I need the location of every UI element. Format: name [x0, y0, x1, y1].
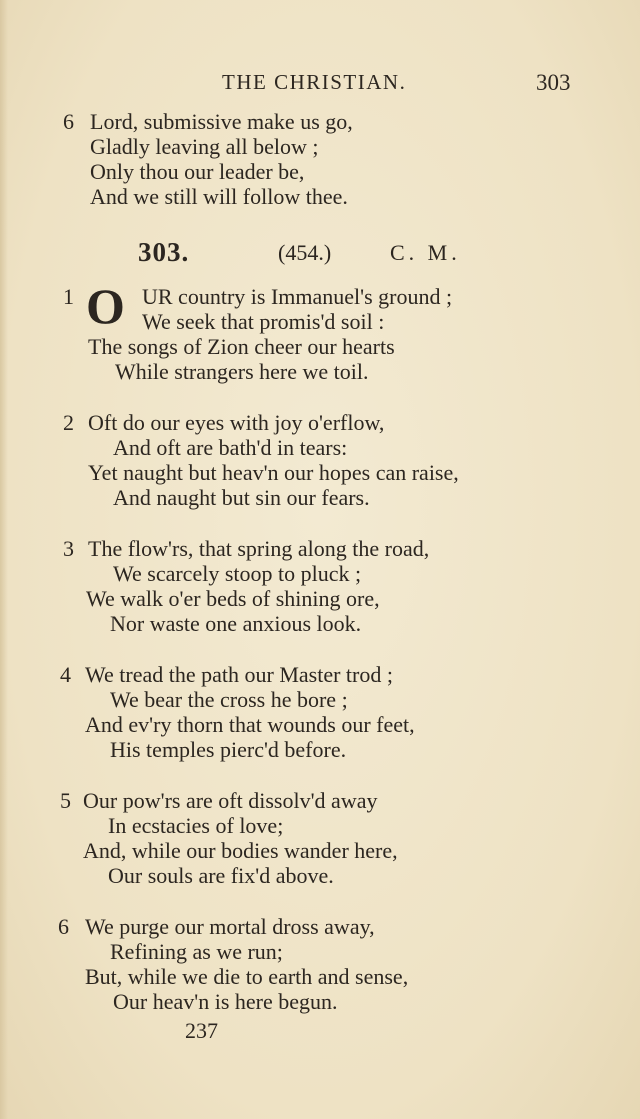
prev-stanza-line: Lord, submissive make us go, — [90, 109, 353, 134]
stanza-line: His temples pierc'd before. — [110, 737, 347, 762]
stanza-line: And oft are bath'd in tears: — [113, 435, 348, 460]
stanza-line: Our heav'n is here begun. — [113, 989, 338, 1014]
stanza-line: We scarcely stoop to pluck ; — [113, 561, 362, 586]
stanza-line: Our souls are fix'd above. — [108, 863, 334, 888]
stanza-line: Our pow'rs are oft dissolv'd away — [83, 788, 378, 813]
stanza-line: And naught but sin our fears. — [113, 485, 370, 510]
hymn-number: 303. — [138, 237, 190, 267]
footer-page-number: 237 — [185, 1018, 218, 1043]
stanza-line: Oft do our eyes with joy o'erflow, — [88, 410, 385, 435]
stanza-number: 3 — [63, 536, 74, 561]
stanza-line: Nor waste one anxious look. — [110, 611, 362, 636]
stanza-number: 5 — [60, 788, 71, 813]
stanza-line: We tread the path our Master trod ; — [85, 662, 393, 687]
running-header-page-number: 303 — [536, 70, 571, 95]
stanza-line: UR country is Immanuel's ground ; — [142, 284, 453, 309]
prev-stanza-line: Gladly leaving all below ; — [90, 134, 319, 159]
drop-cap: O — [86, 278, 125, 334]
stanza-line: In ecstacies of love; — [108, 813, 284, 838]
stanza-number: 2 — [63, 410, 74, 435]
page-edge-shadow — [0, 0, 8, 1119]
prev-stanza-number: 6 — [63, 109, 74, 134]
stanza-line: But, while we die to earth and sense, — [85, 964, 409, 989]
prev-stanza-line: And we still will follow thee. — [90, 184, 348, 209]
stanza-line: Yet naught but heav'n our hopes can raise, — [88, 460, 459, 485]
stanza-number: 6 — [58, 914, 69, 939]
stanza-line: While strangers here we toil. — [115, 359, 369, 384]
stanza-number: 4 — [60, 662, 71, 687]
stanza-line: The songs of Zion cheer our hearts — [88, 334, 395, 359]
stanza-line: Refining as we run; — [110, 939, 283, 964]
stanza-number: 1 — [63, 284, 74, 309]
stanza-line: We seek that promis'd soil : — [142, 309, 385, 334]
running-header-title: THE CHRISTIAN. — [222, 70, 407, 94]
stanza-line: We walk o'er beds of shining ore, — [86, 586, 380, 611]
stanza-line: We bear the cross he bore ; — [110, 687, 348, 712]
stanza-line: And, while our bodies wander here, — [83, 838, 398, 863]
hymn-reference: (454.) — [278, 240, 332, 265]
hymn-meter: C. M. — [390, 240, 461, 265]
prev-stanza-line: Only thou our leader be, — [90, 159, 305, 184]
stanza-line: And ev'ry thorn that wounds our feet, — [85, 712, 415, 737]
stanza-line: The flow'rs, that spring along the road, — [88, 536, 430, 561]
stanza-line: We purge our mortal dross away, — [85, 914, 375, 939]
